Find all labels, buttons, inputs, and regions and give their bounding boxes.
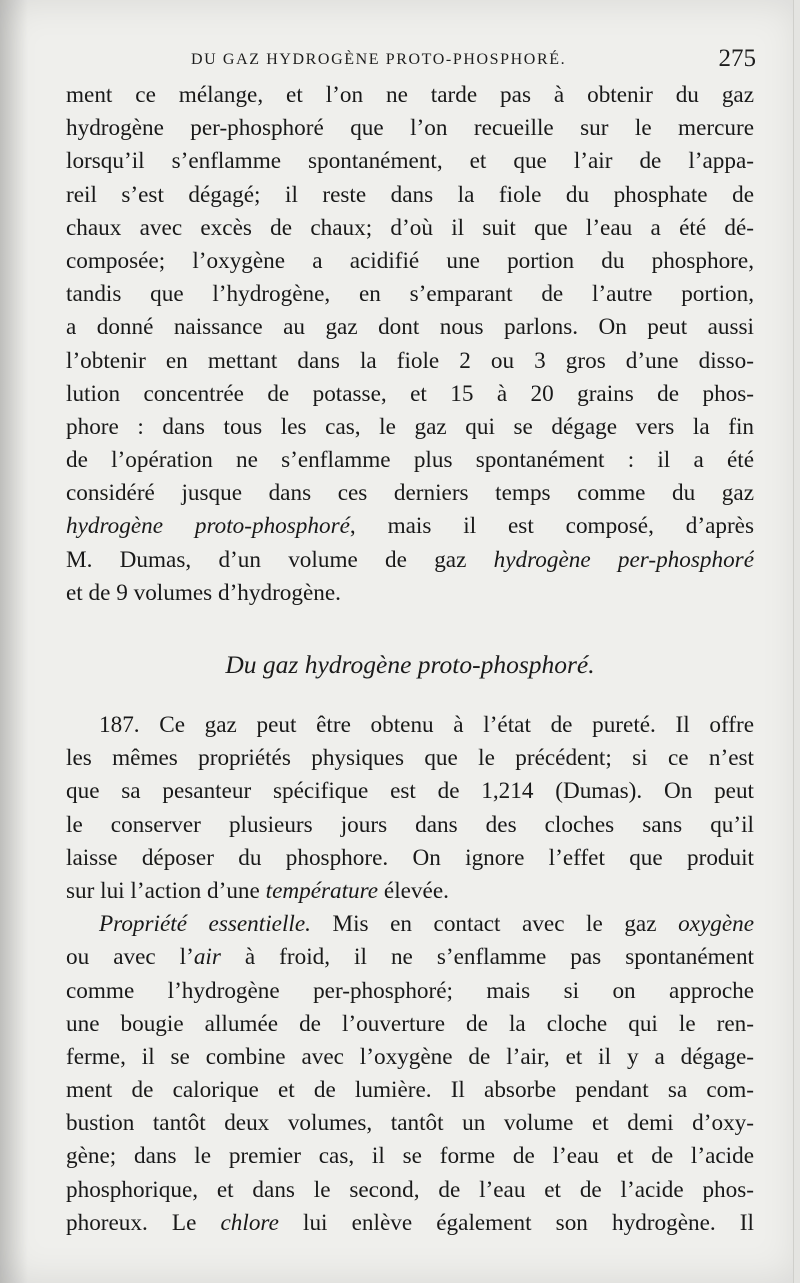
text-line: a donné naissance au gaz dont nous parlons. On peut aussi <box>66 314 754 341</box>
text-line: de l’opération ne s’enflamme plus spontanément : il a été <box>66 447 754 474</box>
text-line: les mêmes propriétés physiques que le précédent; si ce n’est <box>66 745 754 772</box>
text-line: composée; l’oxygène a acidifié une portion du phosphore, <box>66 247 754 274</box>
running-head-title: DU GAZ HYDROGÈNE PROTO-PHOSPHORÉ. <box>191 51 567 68</box>
text-run: sur lui l’action d’une <box>66 877 266 904</box>
text-run: Mis en contact avec le gaz <box>310 911 679 938</box>
text-run: , mais il est composé, d’après <box>349 513 754 540</box>
text-line-italic <box>66 1207 754 1240</box>
text-run: phoreux. Le <box>66 1209 221 1236</box>
text-line: reil s’est dégagé; il reste dans la fiole du phosphate de <box>66 181 754 208</box>
text-line-italic <box>66 875 754 908</box>
text-line: ment de calorique et de lumière. Il absorbe pendant sa com- <box>66 1077 754 1104</box>
running-head <box>66 45 758 80</box>
paragraph-1 <box>66 79 754 610</box>
text-line: comme l’hydrogène per-phosphoré; mais si on approche <box>66 977 754 1004</box>
text-line: lorsqu’il s’enflamme spontanément, et que l’air de l’appa- <box>66 148 754 175</box>
italic-term: hydrogène per-phosphoré <box>493 546 754 573</box>
text-line: chaux avec excès de chaux; d’où il suit que l’eau a été dé- <box>66 214 754 241</box>
text-run: ou avec l’ <box>66 944 194 971</box>
text-run: à froid, il ne s’enflamme pas spontanément <box>220 944 754 971</box>
text-line: le conserver plusieurs jours dans des cloches sans qu’il <box>66 811 754 838</box>
italic-term: air <box>193 944 221 971</box>
page-number: 275 <box>718 45 756 72</box>
italic-heading: Propriété essentielle. <box>99 911 311 938</box>
text-line: et de 9 volumes d’hydrogène. <box>66 579 341 606</box>
section-title: Du gaz hydrogène proto-phosphoré. <box>225 650 595 679</box>
text-line: 187. Ce gaz peut être obtenu à l’état de pureté. Il offre <box>99 712 754 738</box>
text-line-italic <box>66 510 754 543</box>
text-line: lution concentrée de potasse, et 15 à 20 grains de phos- <box>66 380 754 407</box>
text-line-italic <box>66 544 754 577</box>
text-run: M. Dumas, d’un volume de gaz <box>66 546 494 573</box>
text-line-italic <box>66 908 754 941</box>
text-line: ferme, il se combine avec l’oxygène de l’air, et il y a dégage- <box>66 1043 754 1070</box>
text-line: considéré jusque dans ces derniers temps comme du gaz <box>66 480 754 507</box>
text-line: ment ce mélange, et l’on ne tarde pas à obtenir du gaz <box>66 82 754 108</box>
text-line: l’obtenir en mettant dans la fiole 2 ou 3 gros d’une disso- <box>66 347 754 374</box>
text-run: lui enlève également son hydrogène. Il <box>278 1209 754 1236</box>
text-line: phore : dans tous les cas, le gaz qui se dégage vers la fin <box>66 413 754 440</box>
text-line-italic <box>66 941 754 974</box>
italic-term: hydrogène proto-phosphoré <box>66 513 350 540</box>
text-line: bustion tantôt deux volumes, tantôt un volume et demi d’oxy- <box>66 1110 754 1137</box>
text-line: phosphorique, et dans le second, de l’eau et de l’acide phos- <box>66 1176 754 1203</box>
text-line: tandis que l’hydrogène, en s’emparant de l’autre portion, <box>66 281 754 308</box>
italic-term: oxygène <box>678 911 754 938</box>
italic-term: température <box>265 877 379 904</box>
text-line: une bougie allumée de l’ouverture de la cloche qui le ren- <box>66 1010 754 1037</box>
page-gutter-shadow <box>0 0 28 1283</box>
text-line: hydrogène per-phosphoré que l’on recueille sur le mercure <box>66 115 754 142</box>
text-line: laisse déposer du phosphore. On ignore l’effet que produit <box>66 844 754 871</box>
italic-term: chlore <box>220 1209 279 1236</box>
text-run: élevée. <box>378 877 449 904</box>
paragraph-2 <box>66 709 754 1240</box>
page-edge <box>793 0 800 1283</box>
text-line: que sa pesanteur spécifique est de 1,214 (Dumas). On peut <box>66 778 754 805</box>
text-line: gène; dans le premier cas, il se forme de l’eau et de l’acide <box>66 1143 754 1170</box>
